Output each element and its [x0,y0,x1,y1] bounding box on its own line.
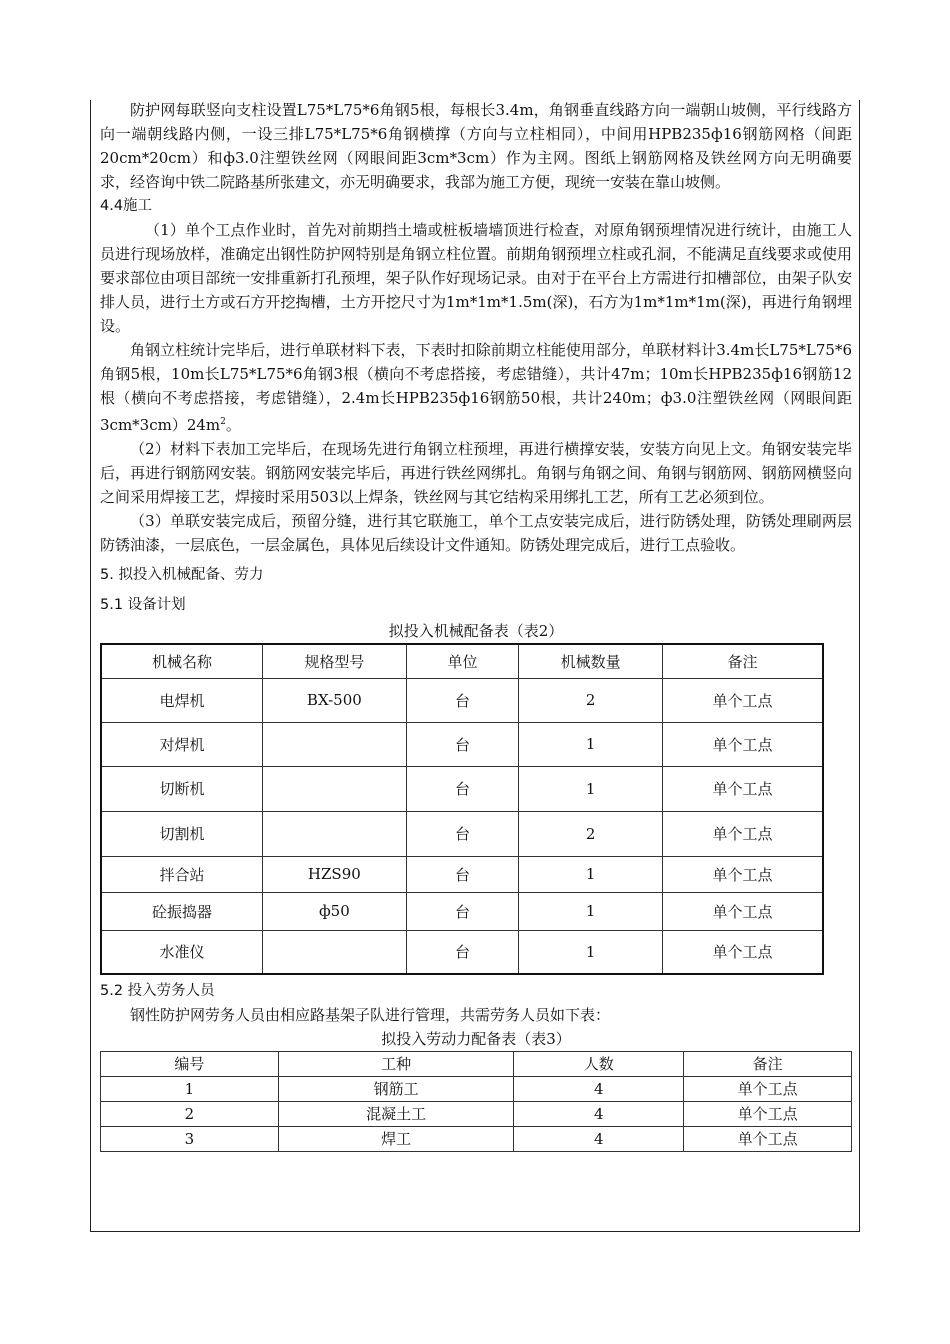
table-cell: 单个工点 [662,856,823,892]
table-cell: 4 [514,1077,684,1102]
table-header-cell: 人数 [514,1052,684,1077]
table-cell: 拌合站 [101,856,263,892]
table-cell: 2 [101,1102,279,1127]
table-cell: 切割机 [101,811,263,856]
table-cell: 台 [406,930,519,974]
table-cell: 3 [101,1127,279,1152]
machinery-table [100,643,824,975]
table-row [101,930,823,974]
paragraph-labor: 钢性防护网劳务人员由相应路基架子队进行管理，共需劳务人员如下表： [130,1006,611,1024]
heading-4-4: 4.4施工 [100,198,153,214]
paragraph-construction-1: （1）单个工点作业时，首先对前期挡土墙或桩板墙墙顶进行检查，对原角钢预埋情况进行统计，由施工人员进行现场放样，准确定出钢性防护网特别是角钢立柱位置。前期角钢预埋立柱或孔洞，不能满足直线要求或使用要求部位由项目部统一安排重新打孔预埋，架子队作好现场记录。由对于在平台上方需进行扣槽部位，由架子队安排人员，进行土方或石方开挖掏槽，土方开挖尺寸为1m*1m*1.5m(深)，石方为1m*1m*1m(深)，再进行角钢埋设。 [100,221,852,335]
table-cell: HZS90 [263,856,407,892]
table-cell: 水准仪 [101,930,263,974]
table-cell: 1 [519,856,663,892]
table-cell: 单个工点 [662,678,823,722]
labor-table [100,1051,852,1152]
table-cell: 1 [519,722,663,766]
table-cell: 2 [519,811,663,856]
table-cell: 单个工点 [684,1077,852,1102]
table2-caption: 拟投入机械配备表（表2） [388,622,564,640]
table-header-cell: 单位 [406,644,519,678]
table-cell [263,722,407,766]
table-cell [263,766,407,811]
table-cell: 1 [519,766,663,811]
table-cell: 单个工点 [662,811,823,856]
table-row [101,1127,852,1152]
table-cell: 1 [519,892,663,930]
table-row [101,1077,852,1102]
table-row [101,766,823,811]
table-cell [263,930,407,974]
table-row [101,856,823,892]
table-cell: 台 [406,722,519,766]
table-cell: 焊工 [278,1127,514,1152]
table-cell: 钢筋工 [278,1077,514,1102]
table-cell: 砼振捣器 [101,892,263,930]
table-header-row [101,644,823,678]
table-header-cell: 机械名称 [101,644,263,678]
table3-caption: 拟投入劳动力配备表（表3） [381,1030,571,1048]
table-header-cell: 规格型号 [263,644,407,678]
table-cell: BX-500 [263,678,407,722]
table-cell: 单个工点 [662,722,823,766]
paragraph-construction-3: （3）单联安装完成后，预留分缝，进行其它联施工，单个工点安装完成后，进行防锈处理，防锈处理刷两层防锈油漆，一层底色，一层金属色，具体见后续设计文件通知。防锈处理完成后，进行工点验收。 [100,512,852,554]
table-cell: 单个工点 [662,766,823,811]
table-cell: ф50 [263,892,407,930]
table-cell: 单个工点 [684,1127,852,1152]
heading-5: 5. 拟投入机械配备、劳力 [100,567,264,583]
table-header-cell: 机械数量 [519,644,663,678]
table-cell: 电焊机 [101,678,263,722]
table-cell: 1 [101,1077,279,1102]
table-row [101,722,823,766]
paragraph-construction-2: （2）材料下表加工完毕后，在现场先进行角钢立柱预埋，再进行横撑安装，安装方向见上文。角钢安装完毕后，再进行钢筋网安装。钢筋网安装完毕后，再进行铁丝网绑扎。角钢与角钢之间、角钢与钢筋网、钢筋网横竖向之间采用焊接工艺，焊接时采用503以上焊条，铁丝网与其它结构采用绑扎工艺，所有工艺必须到位。 [100,440,852,506]
table-cell: 台 [406,856,519,892]
table-cell: 单个工点 [662,930,823,974]
paragraph-support-columns: 防护网每联竖向支柱设置L75*L75*6角钢5根，每根长3.4m，角钢垂直线路方向一端朝山坡侧，平行线路方向一端朝线路内侧，一设三排L75*L75*6角钢横撑（方向与立柱相同），中间用HPB235ф16钢筋网格（间距20cm*20cm）和ф3.0注塑铁丝网（网眼间距3cm*3cm）作为主网。图纸上钢筋网格及铁丝网方向无明确要求，经咨询中铁二院路基所张建文，亦无明确要求，我部为施工方便，现统一安装在靠山坡侧。 [100,101,852,191]
paragraph-materials [100,338,852,437]
table-row [101,678,823,722]
table-row [101,892,823,930]
table-cell: 切断机 [101,766,263,811]
table-header-cell: 工种 [278,1052,514,1077]
document-body [100,98,852,1152]
table-cell [263,811,407,856]
table-header-row [101,1052,852,1077]
table-cell: 4 [514,1127,684,1152]
table-header-cell: 备注 [684,1052,852,1077]
materials-text: 角钢立柱统计完毕后，进行单联材料下表，下表时扣除前期立柱能使用部分，单联材料计3.4m长L75*L75*6角钢5根，10m长L75*L75*6角钢3根（横向不考虑搭接，考虑错缝），共计47m；10m长HPB235ф16钢筋12根（横向不考虑搭接，考虑错缝），2.4m长HPB235ф16钢筋50根，共计240m；ф3.0注塑铁丝网（网眼间距3cm*3cm）24m [100,341,852,434]
table-cell: 2 [519,678,663,722]
table-cell: 4 [514,1102,684,1127]
materials-end: 。 [225,416,241,434]
heading-5-1: 5.1 设备计划 [100,597,186,613]
table-cell: 混凝土工 [278,1102,514,1127]
superscript-2: 2 [220,417,226,427]
table-row [101,1102,852,1127]
table-cell: 单个工点 [684,1102,852,1127]
table-cell: 台 [406,766,519,811]
table-cell: 对焊机 [101,722,263,766]
heading-5-2: 5.2 投入劳务人员 [100,983,215,999]
table-header-cell: 编号 [101,1052,279,1077]
table-cell: 台 [406,678,519,722]
table-header-cell: 备注 [662,644,823,678]
table-cell: 1 [519,930,663,974]
table-cell: 台 [406,892,519,930]
table-cell: 单个工点 [662,892,823,930]
table-cell: 台 [406,811,519,856]
table-row [101,811,823,856]
